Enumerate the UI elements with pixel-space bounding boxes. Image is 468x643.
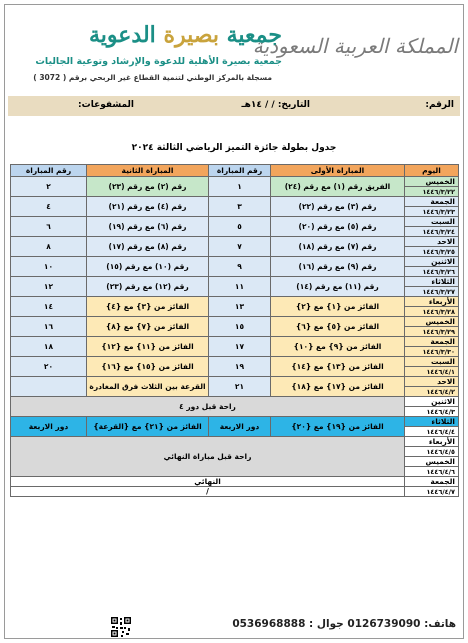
table-row [11, 197, 459, 207]
match2-cell: رقم (١٠) مع رقم (١٥) [87, 257, 209, 277]
match2-cell: الفائز من {١١} مع {١٢} [87, 337, 209, 357]
association-registration: مسجلة بالمركز الوطني لتنمية القطاع غير الربحي برقم ( 3072 ) [33, 73, 272, 82]
semi-match2-cell: الفائز من {٢١} مع {القرعة} [87, 417, 209, 437]
table-row [11, 257, 459, 267]
association-name: جمعية بصيرة الدعوية [88, 22, 282, 48]
match2-number-cell: ٨ [11, 237, 87, 257]
table-row [11, 297, 459, 307]
match2-number-cell [11, 377, 87, 397]
match2-number-cell: ٢٠ [11, 357, 87, 377]
match2-cell: رقم (٢) مع رقم (٢٣) [87, 177, 209, 197]
day-cell: الخميس [405, 177, 459, 187]
day-cell: الثلاثاء [405, 277, 459, 287]
match2-number-cell: ١٠ [11, 257, 87, 277]
day-cell: السبت [405, 357, 459, 367]
match1-cell: الفائز من {١٧} مع {١٨} [271, 377, 405, 397]
date-cell: ١٤٤٦/٤/٧ [405, 487, 459, 497]
col-num1: رقم المباراة [209, 165, 271, 177]
match1-number-cell: ١١ [209, 277, 271, 297]
table-row [11, 277, 459, 287]
match1-number-cell: ٢١ [209, 377, 271, 397]
match1-number-cell: ٣ [209, 197, 271, 217]
date-cell: ١٤٤٦/٣/٢٤ [405, 227, 459, 237]
table-row [11, 377, 459, 387]
date-cell: ١٤٤٦/٤/٤ [405, 427, 459, 437]
match1-number-cell: ٩ [209, 257, 271, 277]
table-row [11, 357, 459, 367]
final-row [11, 477, 459, 487]
date-cell: ١٤٤٦/٣/٢٨ [405, 307, 459, 317]
day-cell: الاحد [405, 237, 459, 247]
semi-label-cell: دور الاربعة [209, 417, 271, 437]
date-cell: ١٤٤٦/٤/٢ [405, 387, 459, 397]
match1-cell: رقم (٩) مع رقم (١٦) [271, 257, 405, 277]
day-cell: الجمعة [405, 337, 459, 347]
date-cell: ١٤٤٦/٤/٥ [405, 447, 459, 457]
match2-cell: القرعة بين الثلاث فرق المغادرة [87, 377, 209, 397]
date-cell: ١٤٤٦/٤/٦ [405, 467, 459, 477]
match2-cell: الفائز من {٧} مع {٨} [87, 317, 209, 337]
match1-number-cell: ١٧ [209, 337, 271, 357]
match1-cell: الفائز من {١٣} مع {١٤} [271, 357, 405, 377]
match2-cell: رقم (٨) مع رقم (١٧) [87, 237, 209, 257]
day-cell: الاحد [405, 377, 459, 387]
match2-number-cell: ٦ [11, 217, 87, 237]
semi-match1-cell: الفائز من {١٩} مع {٢٠} [271, 417, 405, 437]
match1-cell: رقم (٥) مع رقم (٢٠) [271, 217, 405, 237]
day-cell: الجمعة [405, 477, 459, 487]
match1-number-cell: ٥ [209, 217, 271, 237]
day-cell: السبت [405, 217, 459, 227]
match1-number-cell: ١ [209, 177, 271, 197]
match1-cell: الفائز من {٩} مع {١٠} [271, 337, 405, 357]
col-num2: رقم المباراة [11, 165, 87, 177]
match1-number-cell: ١٩ [209, 357, 271, 377]
match2-number-cell: ١٨ [11, 337, 87, 357]
day-cell: الجمعة [405, 197, 459, 207]
semi-label2-cell: دور الاربعة [11, 417, 87, 437]
rest-cell: راحة قبل مباراة النهائي [11, 437, 405, 477]
qr-code-icon [110, 616, 132, 638]
match2-cell: رقم (٦) مع رقم (١٩) [87, 217, 209, 237]
table-title: جدول بطولة جائزة التميز الرياضي الثالثة ٢٠٢٤ [131, 143, 337, 153]
date-cell: ١٤٤٦/٣/٣٠ [405, 347, 459, 357]
letterhead [0, 0, 468, 96]
rest-row [11, 437, 459, 447]
match2-number-cell: ٤ [11, 197, 87, 217]
attachments-label: المشفوعات: [78, 100, 134, 110]
reference-label: الرقم: [425, 100, 454, 110]
match1-cell: الفائز من {١} مع {٢} [271, 297, 405, 317]
match1-cell: رقم (٣) مع رقم (٢٢) [271, 197, 405, 217]
match1-cell: الفريق رقم (١) مع رقم (٢٤) [271, 177, 405, 197]
table-row [11, 177, 459, 187]
date-cell: ١٤٤٦/٣/٢٧ [405, 287, 459, 297]
match2-cell: رقم (١٢) مع رقم (٢٣) [87, 277, 209, 297]
match1-number-cell: ١٥ [209, 317, 271, 337]
final-label-cell: النهائي [11, 477, 405, 487]
date-cell: ١٤٤٦/٣/٢٥ [405, 247, 459, 257]
rest-cell: راحة قبل دور ٤ [11, 397, 405, 417]
table-row [11, 317, 459, 327]
final-row-date [11, 487, 459, 497]
table-row [11, 217, 459, 227]
semi-final-row [11, 417, 459, 427]
match2-number-cell: ١٢ [11, 277, 87, 297]
day-cell: الخميس [405, 457, 459, 467]
col-match1: المباراة الأولى [271, 165, 405, 177]
match2-number-cell: ١٤ [11, 297, 87, 317]
match2-number-cell: ٢ [11, 177, 87, 197]
footer [8, 616, 460, 634]
final-slash-cell: / [11, 487, 405, 497]
day-cell: الأربعاء [405, 437, 459, 447]
day-cell: الاثنين [405, 257, 459, 267]
table-header-row [11, 165, 459, 177]
date-cell: ١٤٤٦/٤/١ [405, 367, 459, 377]
day-cell: الأربعاء [405, 297, 459, 307]
match1-cell: رقم (١١) مع رقم (١٤) [271, 277, 405, 297]
match2-cell: الفائز من {١٥} مع {١٦} [87, 357, 209, 377]
day-cell: الاثنين [405, 397, 459, 407]
date-cell: ١٤٤٦/٣/٢٦ [405, 267, 459, 277]
table-row [11, 337, 459, 347]
match1-number-cell: ٧ [209, 237, 271, 257]
date-cell: ١٤٤٦/٤/٣ [405, 407, 459, 417]
match1-number-cell: ١٣ [209, 297, 271, 317]
contact-phones: هاتف: 0126739090 جوال : 0536968888 [232, 618, 456, 630]
rest-row [11, 397, 459, 407]
date-cell: ١٤٤٦/٣/٢٢ [405, 187, 459, 197]
col-day: اليوم [405, 165, 459, 177]
table-row [11, 237, 459, 247]
info-bar [8, 96, 460, 116]
day-cell: الخميس [405, 317, 459, 327]
date-label: التاريخ: / / ١٤هـ [241, 100, 310, 110]
date-cell: ١٤٤٦/٣/٢٣ [405, 207, 459, 217]
col-match2: المباراة الثانية [87, 165, 209, 177]
kingdom-logo: المملكة العربية السعودية [252, 34, 458, 58]
match1-cell: الفائز من {٥} مع {٦} [271, 317, 405, 337]
day-cell: الثلاثاء [405, 417, 459, 427]
match2-cell: الفائز من {٣} مع {٤} [87, 297, 209, 317]
date-cell: ١٤٤٦/٣/٢٩ [405, 327, 459, 337]
association-subtitle: جمعية بصيرة الأهلية للدعوة والإرشاد وتوعية الجاليات [35, 56, 282, 67]
match2-number-cell: ١٦ [11, 317, 87, 337]
schedule-table [10, 164, 459, 497]
match2-cell: رقم (٤) مع رقم (٢١) [87, 197, 209, 217]
match1-cell: رقم (٧) مع رقم (١٨) [271, 237, 405, 257]
